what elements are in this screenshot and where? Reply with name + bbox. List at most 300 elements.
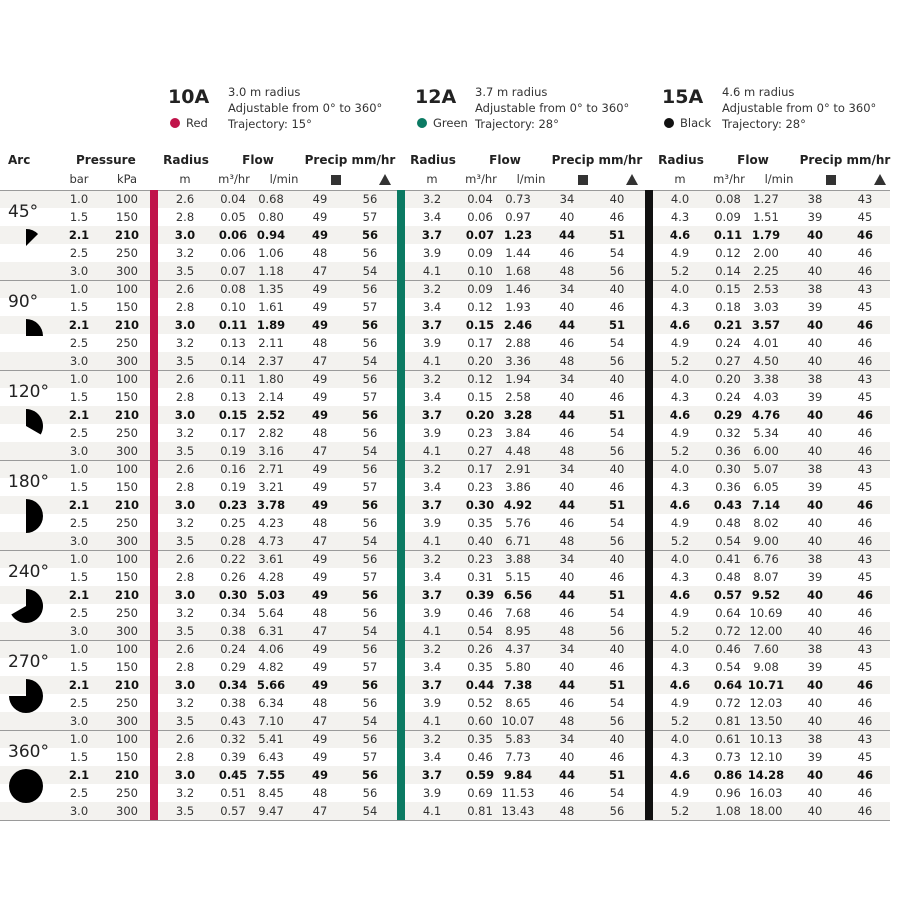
flow-m3hr-cell: 0.38 — [220, 624, 246, 638]
radius-cell: 3.7 — [421, 588, 443, 602]
flow-lmin-cell: 13.50 — [749, 714, 783, 728]
flow-m3hr-cell: 0.13 — [220, 390, 246, 404]
model-info: 4.6 m radius Adjustable from 0° to 360° Trajectory: 28° — [722, 85, 877, 131]
flow-lmin-cell: 4.82 — [258, 660, 284, 674]
flow-lmin-cell: 5.64 — [258, 606, 284, 620]
flow-m3hr-cell: 0.20 — [465, 408, 495, 422]
flow-lmin-cell: 7.60 — [753, 642, 779, 656]
precip-triangle-cell: 56 — [361, 498, 378, 512]
header-flow: Flow — [737, 153, 769, 167]
pressure-kpa-cell: 210 — [114, 678, 139, 692]
precip-square-cell: 34 — [559, 192, 575, 206]
radius-cell: 4.0 — [670, 552, 690, 566]
flow-m3hr-cell: 0.12 — [467, 300, 493, 314]
precip-square-cell: 49 — [312, 552, 328, 566]
flow-lmin-cell: 6.31 — [258, 624, 284, 638]
precip-square-cell: 48 — [559, 624, 575, 638]
radius-cell: 3.7 — [421, 228, 443, 242]
flow-lmin-cell: 1.94 — [505, 372, 531, 386]
precip-square-cell: 34 — [559, 642, 575, 656]
flow-m3hr-cell: 0.29 — [713, 408, 743, 422]
radius-cell: 3.9 — [422, 426, 442, 440]
header-radius-unit: m — [674, 172, 686, 186]
precip-square-cell: 49 — [312, 660, 328, 674]
radius-cell: 3.2 — [175, 336, 195, 350]
pressure-kpa-cell: 250 — [116, 246, 138, 260]
flow-m3hr-cell: 0.30 — [218, 588, 248, 602]
radius-cell: 5.2 — [670, 444, 690, 458]
radius-cell: 4.0 — [670, 462, 690, 476]
precip-triangle-cell: 46 — [609, 300, 625, 314]
radius-cell: 3.0 — [174, 678, 196, 692]
flow-m3hr-cell: 0.25 — [220, 516, 246, 530]
radius-cell: 3.2 — [175, 696, 195, 710]
precip-triangle-cell: 56 — [609, 264, 625, 278]
precip-triangle-cell: 46 — [856, 498, 873, 512]
radius-cell: 4.9 — [670, 336, 690, 350]
pressure-kpa-cell: 300 — [116, 624, 138, 638]
precip-square-cell: 39 — [807, 390, 823, 404]
flow-lmin-cell: 5.34 — [753, 426, 779, 440]
pressure-bar-cell: 1.5 — [69, 210, 89, 224]
precip-square-cell: 47 — [312, 354, 328, 368]
precip-triangle-cell: 56 — [362, 606, 378, 620]
precip-square-cell: 44 — [558, 498, 575, 512]
radius-cell: 5.2 — [670, 264, 690, 278]
radius-cell: 4.3 — [670, 210, 690, 224]
flow-m3hr-cell: 0.32 — [715, 426, 741, 440]
radius-cell: 3.2 — [422, 282, 442, 296]
precip-square-cell: 49 — [312, 282, 328, 296]
pressure-bar-cell: 1.5 — [69, 570, 89, 584]
precip-square-cell: 48 — [312, 516, 328, 530]
flow-m3hr-cell: 0.36 — [715, 444, 741, 458]
flow-lmin-cell: 2.37 — [258, 354, 284, 368]
radius-cell: 3.0 — [174, 768, 196, 782]
precip-triangle-cell: 56 — [362, 246, 378, 260]
precip-triangle-cell: 54 — [609, 606, 625, 620]
flow-m3hr-cell: 0.72 — [715, 696, 741, 710]
precip-square-cell: 40 — [807, 696, 823, 710]
flow-lmin-cell: 4.37 — [505, 642, 531, 656]
flow-m3hr-cell: 0.54 — [467, 624, 493, 638]
flow-lmin-cell: 6.00 — [753, 444, 779, 458]
radius-cell: 3.0 — [174, 408, 196, 422]
radius-cell: 3.2 — [422, 552, 442, 566]
flow-lmin-cell: 6.43 — [258, 750, 284, 764]
triangle-icon — [626, 174, 638, 185]
pressure-kpa-cell: 150 — [116, 300, 138, 314]
pressure-kpa-cell: 100 — [116, 192, 138, 206]
flow-lmin-cell: 0.73 — [505, 192, 531, 206]
precip-square-cell: 40 — [806, 498, 823, 512]
precip-triangle-cell: 56 — [362, 462, 378, 476]
radius-cell: 3.7 — [421, 318, 443, 332]
flow-m3hr-cell: 0.46 — [715, 642, 741, 656]
radius-cell: 4.9 — [670, 786, 690, 800]
radius-cell: 4.6 — [669, 678, 691, 692]
pressure-kpa-cell: 210 — [114, 588, 139, 602]
pressure-bar-cell: 3.0 — [69, 354, 89, 368]
flow-m3hr-cell: 0.06 — [467, 210, 493, 224]
precip-square-cell: 44 — [558, 318, 575, 332]
flow-lmin-cell: 12.03 — [749, 696, 783, 710]
radius-cell: 2.6 — [175, 192, 195, 206]
precip-square-cell: 47 — [312, 714, 328, 728]
precip-triangle-cell: 51 — [608, 588, 625, 602]
header-flow-lmin: l/min — [764, 172, 794, 186]
radius-cell: 4.1 — [422, 354, 442, 368]
precip-triangle-cell: 56 — [362, 192, 378, 206]
precip-triangle-cell: 46 — [609, 570, 625, 584]
precip-triangle-cell: 54 — [609, 246, 625, 260]
precip-square-cell: 40 — [807, 606, 823, 620]
pressure-bar-cell: 3.0 — [69, 444, 89, 458]
flow-lmin-cell: 1.80 — [258, 372, 284, 386]
radius-cell: 3.4 — [422, 750, 442, 764]
precip-triangle-cell: 56 — [362, 426, 378, 440]
precip-triangle-cell: 56 — [362, 696, 378, 710]
arc-label: 180° — [8, 472, 49, 492]
flow-m3hr-cell: 0.24 — [220, 642, 246, 656]
flow-lmin-cell: 5.07 — [753, 462, 779, 476]
flow-m3hr-cell: 0.57 — [713, 588, 743, 602]
precip-triangle-cell: 46 — [857, 786, 873, 800]
flow-m3hr-cell: 0.11 — [220, 372, 246, 386]
precip-square-cell: 40 — [807, 624, 823, 638]
precip-triangle-cell: 54 — [609, 516, 625, 530]
flow-lmin-cell: 3.61 — [258, 552, 284, 566]
radius-cell: 3.5 — [175, 624, 195, 638]
precip-square-cell: 38 — [807, 462, 823, 476]
flow-m3hr-cell: 0.34 — [220, 606, 246, 620]
radius-cell: 2.8 — [175, 300, 195, 314]
radius-cell: 4.0 — [670, 642, 690, 656]
flow-m3hr-cell: 0.40 — [467, 534, 493, 548]
flow-m3hr-cell: 0.19 — [220, 444, 246, 458]
flow-lmin-cell: 8.65 — [505, 696, 531, 710]
radius-cell: 4.1 — [422, 264, 442, 278]
pressure-bar-cell: 1.0 — [69, 462, 89, 476]
radius-cell: 4.3 — [670, 660, 690, 674]
precip-triangle-cell: 51 — [608, 408, 625, 422]
flow-lmin-cell: 4.28 — [258, 570, 284, 584]
precip-triangle-cell: 56 — [361, 678, 378, 692]
radius-cell: 4.3 — [670, 750, 690, 764]
radius-cell: 3.4 — [422, 390, 442, 404]
flow-m3hr-cell: 0.12 — [715, 246, 741, 260]
precip-square-cell: 48 — [559, 534, 575, 548]
precip-triangle-cell: 40 — [609, 372, 625, 386]
flow-lmin-cell: 9.52 — [751, 588, 781, 602]
flow-lmin-cell: 14.28 — [747, 768, 785, 782]
precip-triangle-cell: 56 — [609, 804, 625, 818]
flow-m3hr-cell: 0.18 — [715, 300, 741, 314]
precip-square-cell: 48 — [559, 444, 575, 458]
pressure-bar-cell: 1.5 — [69, 390, 89, 404]
flow-lmin-cell: 6.34 — [258, 696, 284, 710]
flow-lmin-cell: 9.47 — [258, 804, 284, 818]
flow-lmin-cell: 4.92 — [503, 498, 533, 512]
precip-triangle-cell: 57 — [362, 300, 378, 314]
precip-square-cell: 40 — [807, 534, 823, 548]
flow-lmin-cell: 7.38 — [503, 678, 533, 692]
precip-square-cell: 34 — [559, 552, 575, 566]
radius-cell: 2.6 — [175, 282, 195, 296]
header-flow-m3hr: m³/hr — [713, 172, 745, 186]
pressure-bar-cell: 3.0 — [69, 804, 89, 818]
header-flow-m3hr: m³/hr — [218, 172, 250, 186]
precip-triangle-cell: 40 — [609, 642, 625, 656]
precip-triangle-cell: 43 — [857, 462, 873, 476]
precip-triangle-cell: 46 — [857, 246, 873, 260]
pressure-bar-cell: 2.1 — [68, 498, 90, 512]
flow-m3hr-cell: 0.19 — [220, 480, 246, 494]
flow-lmin-cell: 2.71 — [258, 462, 284, 476]
precip-square-cell: 48 — [312, 426, 328, 440]
precip-triangle-cell: 46 — [856, 588, 873, 602]
header-flow-m3hr: m³/hr — [465, 172, 497, 186]
header-pressure: Pressure — [76, 153, 136, 167]
pressure-kpa-cell: 100 — [116, 372, 138, 386]
precip-square-cell: 48 — [559, 354, 575, 368]
precip-square-cell: 46 — [559, 696, 575, 710]
radius-cell: 4.3 — [670, 480, 690, 494]
precip-square-cell: 49 — [312, 732, 328, 746]
precip-square-cell: 44 — [558, 408, 575, 422]
precip-square-cell: 40 — [559, 660, 575, 674]
pressure-kpa-cell: 150 — [116, 750, 138, 764]
flow-m3hr-cell: 0.61 — [715, 732, 741, 746]
precip-triangle-cell: 54 — [362, 624, 378, 638]
flow-m3hr-cell: 0.46 — [467, 750, 493, 764]
flow-m3hr-cell: 0.06 — [218, 228, 248, 242]
precip-triangle-cell: 57 — [362, 660, 378, 674]
precip-square-cell: 40 — [807, 246, 823, 260]
radius-cell: 3.5 — [175, 534, 195, 548]
precip-triangle-cell: 43 — [857, 642, 873, 656]
flow-m3hr-cell: 0.54 — [715, 534, 741, 548]
flow-m3hr-cell: 0.17 — [467, 462, 493, 476]
precip-square-cell: 38 — [807, 642, 823, 656]
radius-cell: 3.9 — [422, 606, 442, 620]
pressure-kpa-cell: 250 — [116, 786, 138, 800]
precip-triangle-cell: 46 — [856, 318, 873, 332]
precip-triangle-cell: 57 — [362, 750, 378, 764]
flow-m3hr-cell: 0.46 — [467, 606, 493, 620]
precip-square-cell: 49 — [311, 678, 328, 692]
pressure-kpa-cell: 100 — [116, 282, 138, 296]
precip-square-cell: 40 — [559, 390, 575, 404]
flow-lmin-cell: 1.61 — [258, 300, 284, 314]
flow-lmin-cell: 12.00 — [749, 624, 783, 638]
precip-triangle-cell: 43 — [857, 372, 873, 386]
model-name: 12A — [415, 86, 457, 108]
header-precip: Precip mm/hr — [304, 153, 396, 167]
precip-triangle-cell: 57 — [362, 570, 378, 584]
precip-triangle-cell: 54 — [609, 426, 625, 440]
precip-triangle-cell: 46 — [857, 606, 873, 620]
pressure-kpa-cell: 250 — [116, 426, 138, 440]
pressure-bar-cell: 1.0 — [69, 192, 89, 206]
flow-lmin-cell: 10.71 — [747, 678, 785, 692]
precip-square-cell: 34 — [559, 282, 575, 296]
model-name: 15A — [662, 86, 704, 108]
precip-triangle-cell: 56 — [362, 372, 378, 386]
flow-lmin-cell: 4.76 — [751, 408, 781, 422]
flow-lmin-cell: 7.14 — [751, 498, 781, 512]
flow-m3hr-cell: 0.29 — [220, 660, 246, 674]
pressure-bar-cell: 2.1 — [68, 228, 90, 242]
radius-cell: 2.8 — [175, 390, 195, 404]
header-radius: Radius — [410, 153, 456, 167]
model-block-12a — [415, 84, 655, 134]
precip-square-cell: 40 — [806, 678, 823, 692]
precip-square-cell: 40 — [559, 210, 575, 224]
flow-lmin-cell: 4.01 — [753, 336, 779, 350]
flow-m3hr-cell: 0.08 — [715, 192, 741, 206]
flow-lmin-cell: 10.07 — [501, 714, 535, 728]
precip-triangle-cell: 43 — [857, 192, 873, 206]
header-flow-lmin: l/min — [516, 172, 546, 186]
precip-square-cell: 49 — [312, 210, 328, 224]
flow-lmin-cell: 10.13 — [749, 732, 783, 746]
flow-lmin-cell: 3.03 — [753, 300, 779, 314]
precip-triangle-cell: 56 — [362, 516, 378, 530]
radius-cell: 3.4 — [422, 480, 442, 494]
flow-lmin-cell: 6.71 — [505, 534, 531, 548]
precip-triangle-cell: 57 — [362, 480, 378, 494]
flow-m3hr-cell: 0.22 — [220, 552, 246, 566]
flow-lmin-cell: 4.06 — [258, 642, 284, 656]
precip-square-cell: 44 — [558, 588, 575, 602]
precip-square-cell: 49 — [311, 768, 328, 782]
flow-m3hr-cell: 0.04 — [467, 192, 493, 206]
precip-triangle-cell: 56 — [362, 786, 378, 800]
precip-triangle-cell: 46 — [857, 696, 873, 710]
precip-triangle-cell: 56 — [609, 714, 625, 728]
precip-square-cell: 48 — [312, 786, 328, 800]
color-label: Black — [664, 116, 711, 130]
radius-cell: 4.9 — [670, 246, 690, 260]
flow-lmin-cell: 18.00 — [749, 804, 783, 818]
precip-triangle-cell: 56 — [362, 642, 378, 656]
precip-triangle-cell: 46 — [856, 408, 873, 422]
flow-lmin-cell: 2.58 — [505, 390, 531, 404]
flow-m3hr-cell: 0.26 — [220, 570, 246, 584]
precip-square-cell: 48 — [312, 696, 328, 710]
flow-m3hr-cell: 0.05 — [220, 210, 246, 224]
precip-square-cell: 39 — [807, 210, 823, 224]
radius-cell: 3.9 — [422, 786, 442, 800]
flow-lmin-cell: 0.94 — [256, 228, 286, 242]
pressure-bar-cell: 2.5 — [69, 246, 89, 260]
pressure-kpa-cell: 300 — [116, 264, 138, 278]
arc-label: 270° — [8, 652, 49, 672]
pressure-kpa-cell: 300 — [116, 354, 138, 368]
radius-cell: 4.1 — [422, 534, 442, 548]
flow-lmin-cell: 12.10 — [749, 750, 783, 764]
model-name: 10A — [168, 86, 210, 108]
precip-triangle-cell: 56 — [361, 318, 378, 332]
precip-square-cell: 40 — [807, 426, 823, 440]
flow-m3hr-cell: 0.36 — [715, 480, 741, 494]
flow-m3hr-cell: 0.20 — [715, 372, 741, 386]
table-bottom-line — [0, 820, 890, 821]
precip-triangle-cell: 54 — [362, 444, 378, 458]
flow-lmin-cell: 13.43 — [501, 804, 535, 818]
precip-square-cell: 40 — [559, 480, 575, 494]
radius-cell: 2.8 — [175, 480, 195, 494]
flow-m3hr-cell: 0.17 — [220, 426, 246, 440]
flow-lmin-cell: 9.84 — [503, 768, 533, 782]
header-flow-lmin: l/min — [269, 172, 299, 186]
flow-lmin-cell: 3.38 — [753, 372, 779, 386]
pressure-kpa-cell: 150 — [116, 210, 138, 224]
precip-triangle-cell: 54 — [609, 336, 625, 350]
pressure-bar-cell: 3.0 — [69, 714, 89, 728]
header-arc: Arc — [8, 153, 31, 167]
flow-m3hr-cell: 0.35 — [467, 660, 493, 674]
precip-square-cell: 39 — [807, 750, 823, 764]
radius-cell: 4.3 — [670, 570, 690, 584]
precip-square-cell: 40 — [807, 354, 823, 368]
precip-square-cell: 40 — [806, 408, 823, 422]
precip-square-cell: 48 — [559, 264, 575, 278]
precip-square-cell: 39 — [807, 480, 823, 494]
radius-cell: 5.2 — [670, 624, 690, 638]
header-kpa: kPa — [116, 172, 138, 186]
radius-cell: 3.2 — [175, 426, 195, 440]
precip-square-cell: 49 — [311, 318, 328, 332]
flow-m3hr-cell: 0.23 — [218, 498, 248, 512]
flow-m3hr-cell: 0.14 — [220, 354, 246, 368]
flow-lmin-cell: 7.55 — [256, 768, 286, 782]
precip-square-cell: 47 — [312, 264, 328, 278]
flow-m3hr-cell: 0.44 — [465, 678, 495, 692]
triangle-icon — [874, 174, 886, 185]
header-radius: Radius — [658, 153, 704, 167]
flow-lmin-cell: 7.68 — [505, 606, 531, 620]
precip-triangle-cell: 45 — [857, 390, 873, 404]
precip-square-cell: 49 — [311, 408, 328, 422]
precip-triangle-cell: 46 — [856, 768, 873, 782]
radius-cell: 4.0 — [670, 282, 690, 296]
precip-triangle-cell: 56 — [362, 282, 378, 296]
flow-m3hr-cell: 0.81 — [467, 804, 493, 818]
flow-lmin-cell: 3.16 — [258, 444, 284, 458]
precip-triangle-cell: 54 — [362, 354, 378, 368]
radius-cell: 4.6 — [669, 408, 691, 422]
model-info: 3.7 m radius Adjustable from 0° to 360° Trajectory: 28° — [475, 85, 630, 131]
flow-lmin-cell: 0.97 — [505, 210, 531, 224]
precip-triangle-cell: 56 — [362, 732, 378, 746]
radius-cell: 3.5 — [175, 444, 195, 458]
precip-square-cell: 34 — [559, 732, 575, 746]
precip-square-cell: 47 — [312, 534, 328, 548]
flow-lmin-cell: 2.91 — [505, 462, 531, 476]
flow-m3hr-cell: 0.30 — [465, 498, 495, 512]
flow-m3hr-cell: 0.15 — [467, 390, 493, 404]
header-bar: bar — [69, 172, 89, 186]
precip-square-cell: 39 — [807, 570, 823, 584]
radius-cell: 3.2 — [422, 642, 442, 656]
precip-square-cell: 49 — [311, 498, 328, 512]
flow-m3hr-cell: 0.48 — [715, 516, 741, 530]
flow-m3hr-cell: 0.12 — [467, 372, 493, 386]
radius-cell: 3.0 — [174, 228, 196, 242]
precip-triangle-cell: 46 — [857, 804, 873, 818]
